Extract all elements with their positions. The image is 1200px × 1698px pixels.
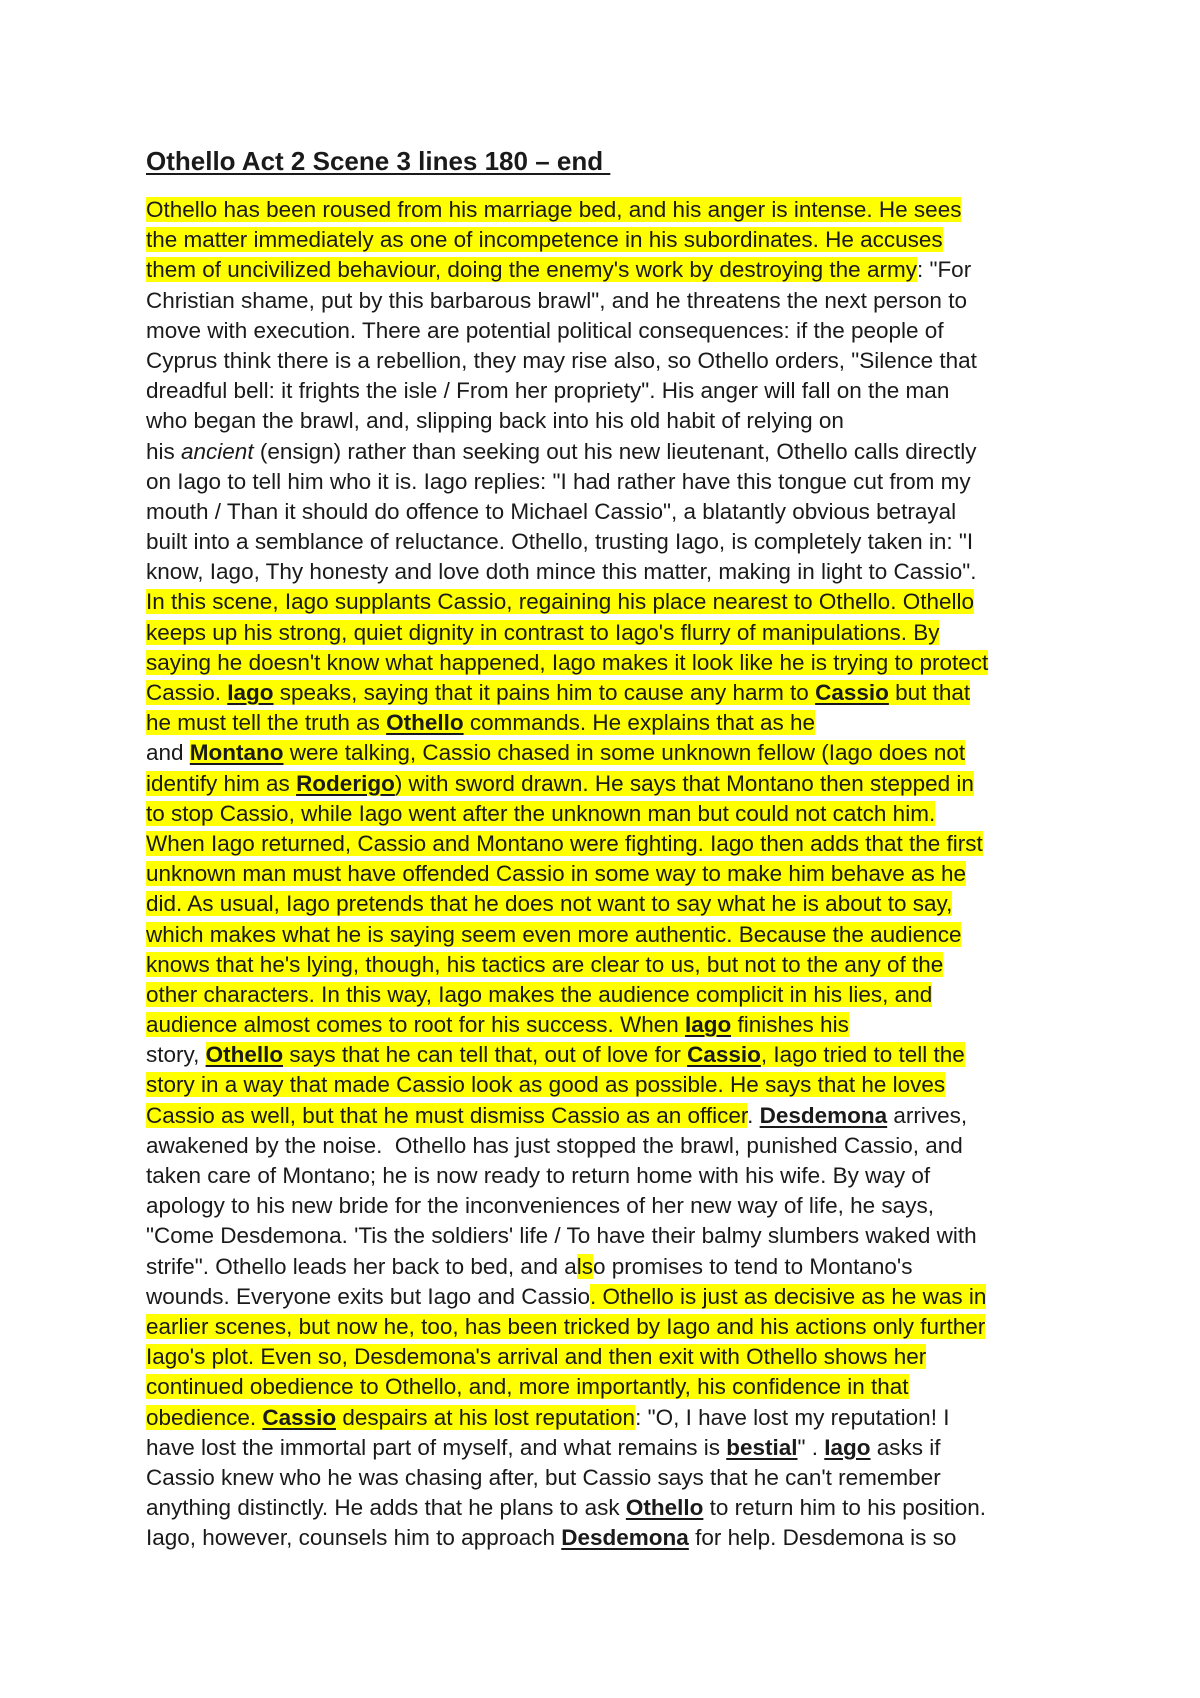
text-line: [146, 1131, 1146, 1161]
highlighted-text: which makes what he is saying seem even more authentic. Because the audience: [146, 921, 962, 947]
text-segment: for help. Desdemona is so: [688, 1525, 957, 1551]
document-body: [146, 195, 1146, 1553]
highlighted-text: When Iago returned, Cassio and Montano were fighting. Iago then adds that the first: [146, 830, 983, 856]
text-segment: and: [146, 740, 190, 766]
text-segment: have lost the immortal part of myself, and what remains is: [146, 1434, 727, 1460]
text-line: [146, 859, 1146, 889]
text-segment: : "O, I have lost my reputation! I: [635, 1404, 950, 1430]
highlighted-text: saying he doesn't know what happened, Iago makes it look like he is trying to protect: [146, 649, 989, 675]
text-line: [146, 1161, 1146, 1191]
text-line: [146, 1403, 1146, 1433]
text-segment: to return him to his position.: [703, 1495, 987, 1521]
text-segment: his: [146, 438, 182, 464]
highlighted-text: to stop Cassio, while Iago went after the unknown man but could not catch him.: [146, 800, 936, 826]
text-line: [146, 286, 1146, 316]
highlighted-text: . Othello is just as decisive as he was in: [590, 1283, 987, 1309]
text-line: [146, 1372, 1146, 1402]
highlighted-text: he must tell the truth as: [146, 710, 387, 736]
text-segment: Cassio knew who he was chasing after, but Cassio says that he can't remember: [146, 1464, 941, 1490]
text-line: [146, 1221, 1146, 1251]
text-line: [146, 1252, 1146, 1282]
highlighted-text: says that he can tell that, out of love for: [283, 1042, 688, 1068]
text-segment: .: [747, 1102, 760, 1128]
highlighted-text: other characters. In this way, Iago makes the audience complicit in his lies, and: [146, 981, 933, 1007]
highlighted-text: despairs at his lost reputation: [336, 1404, 636, 1430]
text-line: [146, 738, 1146, 768]
text-segment: anything distinctly. He adds that he plans to ask: [146, 1495, 626, 1521]
text-line: [146, 1463, 1146, 1493]
highlighted-text: unknown man must have offended Cassio in some way to make him behave as he: [146, 861, 967, 887]
highlighted-text: continued obedience to Othello, and, more importantly, his confidence in that: [146, 1374, 909, 1400]
text-line: [146, 980, 1146, 1010]
text-line: [146, 587, 1146, 617]
text-line: [146, 1040, 1146, 1070]
text-line: [146, 1070, 1146, 1100]
text-line: [146, 1010, 1146, 1040]
highlighted-text: were talking, Cassio chased in some unknown fellow (Iago does not: [283, 740, 966, 766]
highlighted-text: Iago's plot. Even so, Desdemona's arrival and then exit with Othello shows her: [146, 1344, 927, 1370]
text-segment: awakened by the noise. Othello has just stopped the brawl, punished Cassio, and: [146, 1132, 963, 1158]
text-line: [146, 467, 1146, 497]
text-segment: dreadful bell: it frights the isle / From her propriety". His anger will fall on the man: [146, 378, 950, 404]
text-segment: "Come Desdemona. 'Tis the soldiers' life / To have their balmy slumbers waked with: [146, 1223, 977, 1249]
text-segment: arrives,: [887, 1102, 968, 1128]
highlighted-text: Cassio.: [146, 680, 228, 705]
text-line: [146, 1191, 1146, 1221]
character-name: Cassio: [262, 1404, 337, 1430]
character-name: Iago: [685, 1012, 732, 1038]
text-line: [146, 316, 1146, 346]
text-line: [146, 376, 1146, 406]
character-name: Desdemona: [759, 1102, 888, 1128]
text-line: [146, 195, 1146, 225]
text-line: [146, 527, 1146, 557]
character-name: Montano: [189, 740, 284, 766]
text-line: [146, 1282, 1146, 1312]
highlighted-text: obedience.: [146, 1404, 263, 1430]
highlighted-text: audience almost comes to root for his success. When: [146, 1012, 685, 1038]
highlighted-text: Cassio as well, but that he must dismiss Cassio as an officer: [146, 1102, 748, 1128]
text-segment: asks if: [870, 1434, 941, 1460]
text-line: [146, 799, 1146, 829]
highlighted-text: Othello has been roused from his marriage bed, and his anger is intense. He sees: [146, 197, 962, 222]
text-line: [146, 225, 1146, 255]
text-segment: story,: [146, 1042, 206, 1068]
text-segment: built into a semblance of reluctance. Othello, trusting Iago, is completely taken in: "I: [146, 529, 974, 555]
text-segment: " .: [797, 1434, 825, 1460]
text-line: [146, 1433, 1146, 1463]
character-name: bestial: [726, 1434, 798, 1460]
character-name: Desdemona: [561, 1525, 689, 1551]
highlighted-text: did. As usual, Iago pretends that he does not want to say what he is about to say,: [146, 891, 953, 917]
text-line: [146, 497, 1146, 527]
text-line: [146, 1312, 1146, 1342]
text-segment: taken care of Montano; he is now ready to return home with his wife. By way of: [146, 1163, 931, 1188]
text-segment: know, Iago, Thy honesty and love doth mince this matter, making in light to Cassio".: [146, 559, 977, 585]
text-line: [146, 920, 1146, 950]
character-name: Cassio: [687, 1042, 761, 1068]
text-segment: mouth / Than it should do offence to Michael Cassio", a blatantly obvious betrayal: [146, 498, 957, 524]
highlighted-text: but that: [888, 680, 971, 705]
character-name: Roderigo: [296, 770, 395, 796]
text-segment: on Iago to tell him who it is. Iago replies: "I had rather have this tongue cut from my: [146, 468, 971, 494]
text-line: [146, 889, 1146, 919]
text-segment: who began the brawl, and, slipping back into his old habit of relying on: [146, 408, 844, 434]
text-line: [146, 618, 1146, 648]
highlighted-text: ls: [576, 1253, 593, 1279]
text-line: [146, 255, 1146, 285]
text-line: [146, 406, 1146, 436]
highlighted-text: them of uncivilized behaviour, doing the enemy's work by destroying the army: [146, 257, 917, 283]
character-name: Othello: [386, 710, 464, 736]
text-line: [146, 950, 1146, 980]
highlighted-text: commands. He explains that as he: [463, 710, 816, 736]
highlighted-text: , Iago tried to tell the: [760, 1042, 965, 1068]
text-line: [146, 557, 1146, 587]
text-line: [146, 1101, 1146, 1131]
highlighted-text: identify him as: [146, 770, 297, 796]
text-line: [146, 708, 1146, 738]
text-line: [146, 769, 1146, 799]
highlighted-text: In this scene, Iago supplants Cassio, regaining his place nearest to Othello. Othello: [146, 589, 974, 615]
text-segment: Christian shame, put by this barbarous brawl", and he threatens the next person to: [146, 287, 967, 313]
character-name: Othello: [205, 1042, 284, 1068]
highlighted-text: knows that he's lying, though, his tactics are clear to us, but not to the any of the: [146, 951, 944, 977]
text-segment: strife". Othello leads her back to bed, and a: [146, 1253, 577, 1279]
text-line: [146, 678, 1146, 708]
character-name: Cassio: [815, 680, 889, 705]
italic-term: ancient: [181, 438, 254, 464]
highlighted-text: ) with sword drawn. He says that Montano then stepped in: [394, 770, 974, 796]
character-name: Iago: [227, 680, 274, 705]
highlighted-text: the matter immediately as one of incompetence in his subordinates. He accuses: [146, 227, 943, 253]
text-segment: move with execution. There are potential political consequences: if the people of: [146, 317, 944, 343]
highlighted-text: speaks, saying that it pains him to cause any harm to: [273, 680, 816, 705]
text-line: [146, 829, 1146, 859]
text-line: [146, 1342, 1146, 1372]
text-segment: Iago, however, counsels him to approach: [146, 1525, 562, 1551]
text-segment: wounds. Everyone exits but Iago and Cassio: [146, 1283, 591, 1309]
document-title: Othello Act 2 Scene 3 lines 180 – end: [146, 146, 611, 176]
text-line: [146, 346, 1146, 376]
highlighted-text: keeps up his strong, quiet dignity in contrast to Iago's flurry of manipulations. By: [146, 619, 940, 645]
text-line: [146, 437, 1146, 467]
text-line: [146, 1523, 1146, 1553]
text-line: [146, 648, 1146, 678]
character-name: Othello: [625, 1495, 704, 1521]
character-name: Iago: [824, 1434, 871, 1460]
text-segment: o promises to tend to Montano's: [593, 1253, 913, 1279]
text-segment: Cyprus think there is a rebellion, they may rise also, so Othello orders, "Silence that: [146, 347, 977, 373]
highlighted-text: finishes his: [731, 1012, 849, 1038]
text-segment: apology to his new bride for the inconveniences of her new way of life, he says,: [146, 1193, 934, 1219]
highlighted-text: earlier scenes, but now he, too, has been tricked by Iago and his actions only further: [146, 1313, 986, 1339]
text-segment: (ensign) rather than seeking out his new lieutenant, Othello calls directly: [253, 438, 977, 464]
text-line: [146, 1493, 1146, 1523]
highlighted-text: story in a way that made Cassio look as good as possible. He says that he loves: [146, 1072, 946, 1098]
text-segment: : "For: [916, 257, 972, 283]
